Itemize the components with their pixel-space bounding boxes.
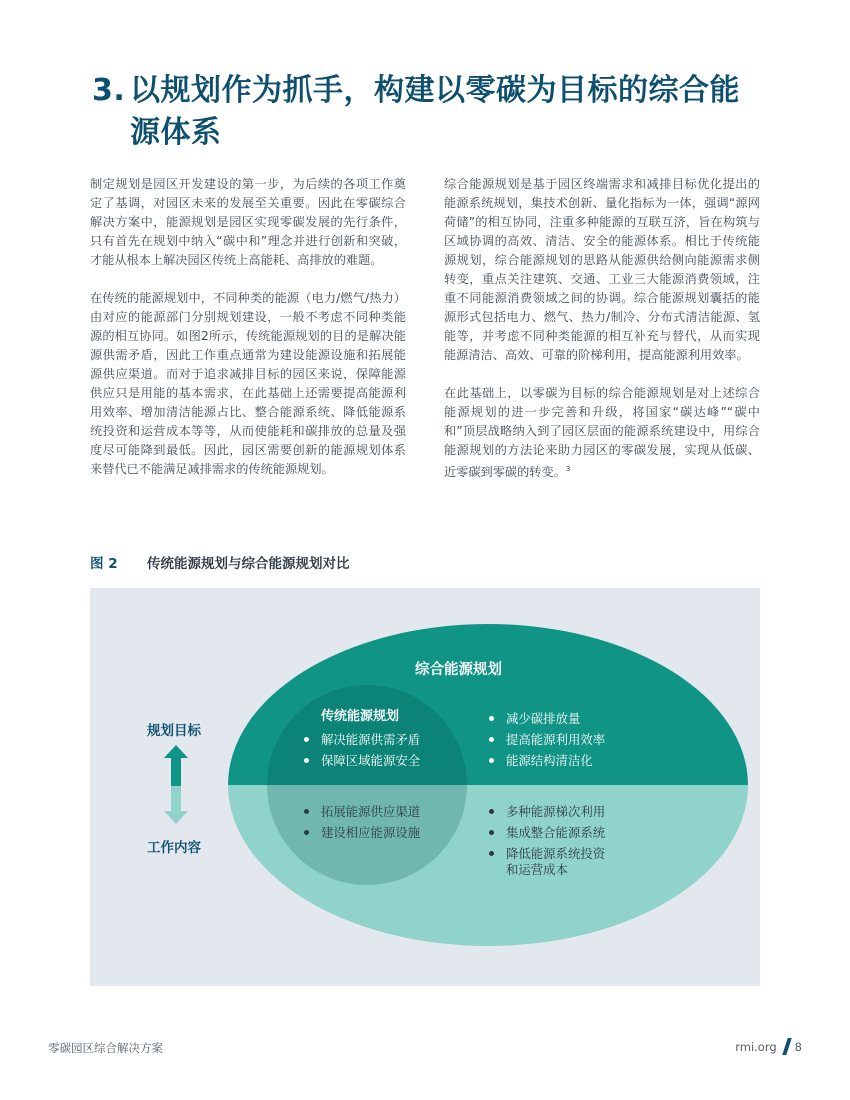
footer-doc-title: 零碳园区综合解决方案 <box>48 1041 163 1055</box>
footnote-ref[interactable]: 3 <box>565 465 571 473</box>
right-paragraph-1: 综合能源规划是基于园区终端需求和减排目标优化提出的能源系统规划，集技术创新、量化指标为一体，强调“源网荷储”的相互协同，注重多种能源的互联互济，旨在构筑与区域协调的高效、清洁、安全的能源体系。相比于传统能源规划，综合能源规划的思路从能源供给侧向能源需求侧转变，重点关注建筑、交通、工业三大能源消费领域，注重不同能源消费领域之间的协调。综合能源规划囊括的能源形式包括电力、燃气、热力/制冷、分布式清洁能源、氢能等，并考虑不同种类能源的相互补充与替代，从而实现能源清洁、高效、可靠的阶梯利用，提高能源利用效率。 <box>444 177 760 362</box>
list-item: 能源结构清洁化 <box>487 750 605 771</box>
list-item <box>487 843 605 878</box>
inner-title: 传统能源规划 <box>321 709 400 724</box>
footer-site-link[interactable]: rmi.org <box>735 1039 777 1054</box>
comparison-diagram <box>90 588 760 986</box>
right-column <box>444 175 760 501</box>
axis-label-work: 工作内容 <box>147 840 201 856</box>
outer-title: 综合能源规划 <box>415 662 502 678</box>
axis-label-goals: 规划目标 <box>147 723 201 739</box>
double-arrow-icon <box>164 745 188 824</box>
footer-page-info <box>735 1038 802 1055</box>
figure-label: 图 2 <box>90 556 118 572</box>
list-item: 集成整合能源系统 <box>487 822 605 843</box>
list-item-line: 和运营成本 <box>506 862 568 877</box>
outer-goals-list <box>487 708 605 771</box>
left-paragraph-2: 在传统的能源规划中，不同种类的能源（电力/燃气/热力）由对应的能源部门分别规划建设，一般不考虑不同种类能源的相互协同。如图2所示，传统能源规划的目的是解决能源供需矛盾，因此工作重点通常为建设能源设施和拓展能源供应渠道。而对于追求减排目标的园区来说，保障能源供应只是用能的基本需求，在此基础上还需要提高能源利用效率、增加清洁能源占比、整合能源系统、降低能源系统投资和运营成本等等，从而使能耗和碳排放的总量及强度尽可能降到最低。因此，园区需要创新的能源规划体系来替代已不能满足减排需求的传统能源规划。 <box>90 291 406 476</box>
left-paragraph-1: 制定规划是园区开发建设的第一步，为后续的各项工作奠定了基调，对园区未来的发展至关重要。因此在零碳综合解决方案中，能源规划是园区实现零碳发展的先行条件，只有首先在规划中纳入“碳中和”理念并进行创新和突破，才能从根本上解决园区传统上高能耗、高排放的难题。 <box>90 177 406 267</box>
section-heading-line1: 以规划作为抓手，构建以零碳为目标的综合能 <box>130 73 740 108</box>
right-paragraph-2 <box>444 384 760 482</box>
section-heading-line2: 源体系 <box>130 115 222 150</box>
list-item: 提高能源利用效率 <box>487 729 605 750</box>
list-item: 减少碳排放量 <box>487 708 605 729</box>
page-number: 8 <box>794 1039 802 1054</box>
slash-divider-icon <box>782 1038 792 1055</box>
outer-work-list <box>487 801 605 878</box>
list-item: 建设相应能源设施 <box>302 822 420 843</box>
left-column <box>90 175 406 498</box>
list-item: 拓展能源供应渠道 <box>302 801 420 822</box>
figure-title: 传统能源规划与综合能源规划对比 <box>147 556 350 572</box>
inner-goals-list <box>302 729 420 771</box>
section-number: 3. <box>92 73 126 108</box>
list-item: 解决能源供需矛盾 <box>302 729 420 750</box>
right-paragraph-2-text: 在此基础上，以零碳为目标的综合能源规划是对上述综合能源规划的进一步完善和升级，将国家“碳达峰”“碳中和”顶层战略纳入到了园区层面的能源系统建设中，用综合能源规划的方法论来助力园区的零碳发展，实现从低碳、近零碳到零碳的转变。 <box>444 386 760 480</box>
list-item: 保障区域能源安全 <box>302 750 420 771</box>
figure-panel <box>90 588 760 986</box>
list-item: 多种能源梯次利用 <box>487 801 605 822</box>
section-heading <box>92 70 792 154</box>
inner-work-list <box>302 801 420 843</box>
list-item-line: 降低能源系统投资 <box>506 846 606 861</box>
